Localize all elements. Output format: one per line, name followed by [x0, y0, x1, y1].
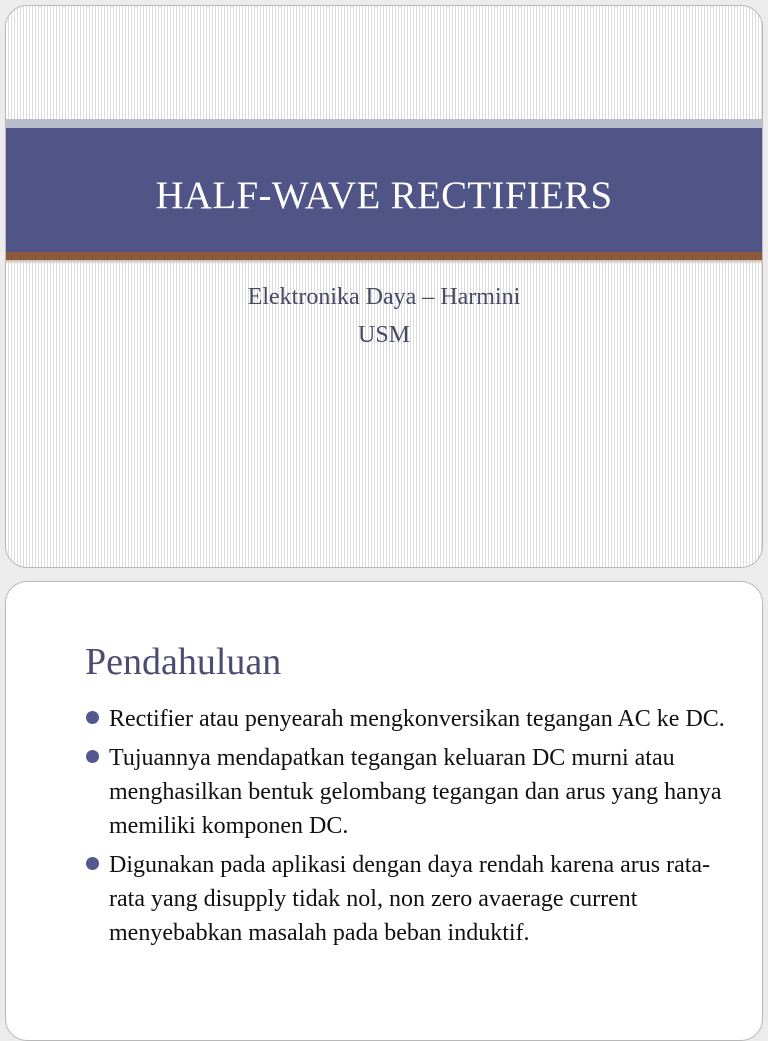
bullet-item	[86, 702, 726, 736]
bullet-list	[86, 702, 726, 955]
title-slide	[5, 5, 763, 568]
bullet-text: Rectifier atau penyearah mengkonversikan tegangan AC ke DC.	[109, 706, 725, 732]
bullet-icon	[86, 711, 99, 724]
slide-subtitle	[6, 278, 762, 354]
content-slide	[5, 581, 763, 1041]
slide-heading: Pendahuluan	[85, 641, 282, 683]
bullet-icon	[86, 750, 99, 763]
bullet-text: Tujuannya mendapatkan tegangan keluaran DC murni atau menghasilkan bentuk gelombang tegangan dan arus yang hanya memiliki komponen DC.	[109, 745, 722, 839]
title-band	[6, 128, 762, 252]
title-band-shadow	[6, 260, 762, 264]
subtitle-line-institution: USM	[357, 322, 411, 348]
bullet-item	[86, 848, 726, 950]
title-band-bottom-stripe	[6, 252, 762, 260]
bullet-icon	[86, 857, 99, 870]
bullet-text: Digunakan pada aplikasi dengan daya rendah karena arus rata-rata yang disupply tidak nol, non zero avaerage current menyebabkan masalah pada beban induktif.	[109, 852, 711, 946]
slide-title: HALF-WAVE RECTIFIERS	[155, 173, 613, 217]
subtitle-line-course: Elektronika Daya – Harmini	[247, 284, 521, 310]
title-band-top-stripe	[6, 119, 762, 128]
bullet-item	[86, 741, 726, 843]
